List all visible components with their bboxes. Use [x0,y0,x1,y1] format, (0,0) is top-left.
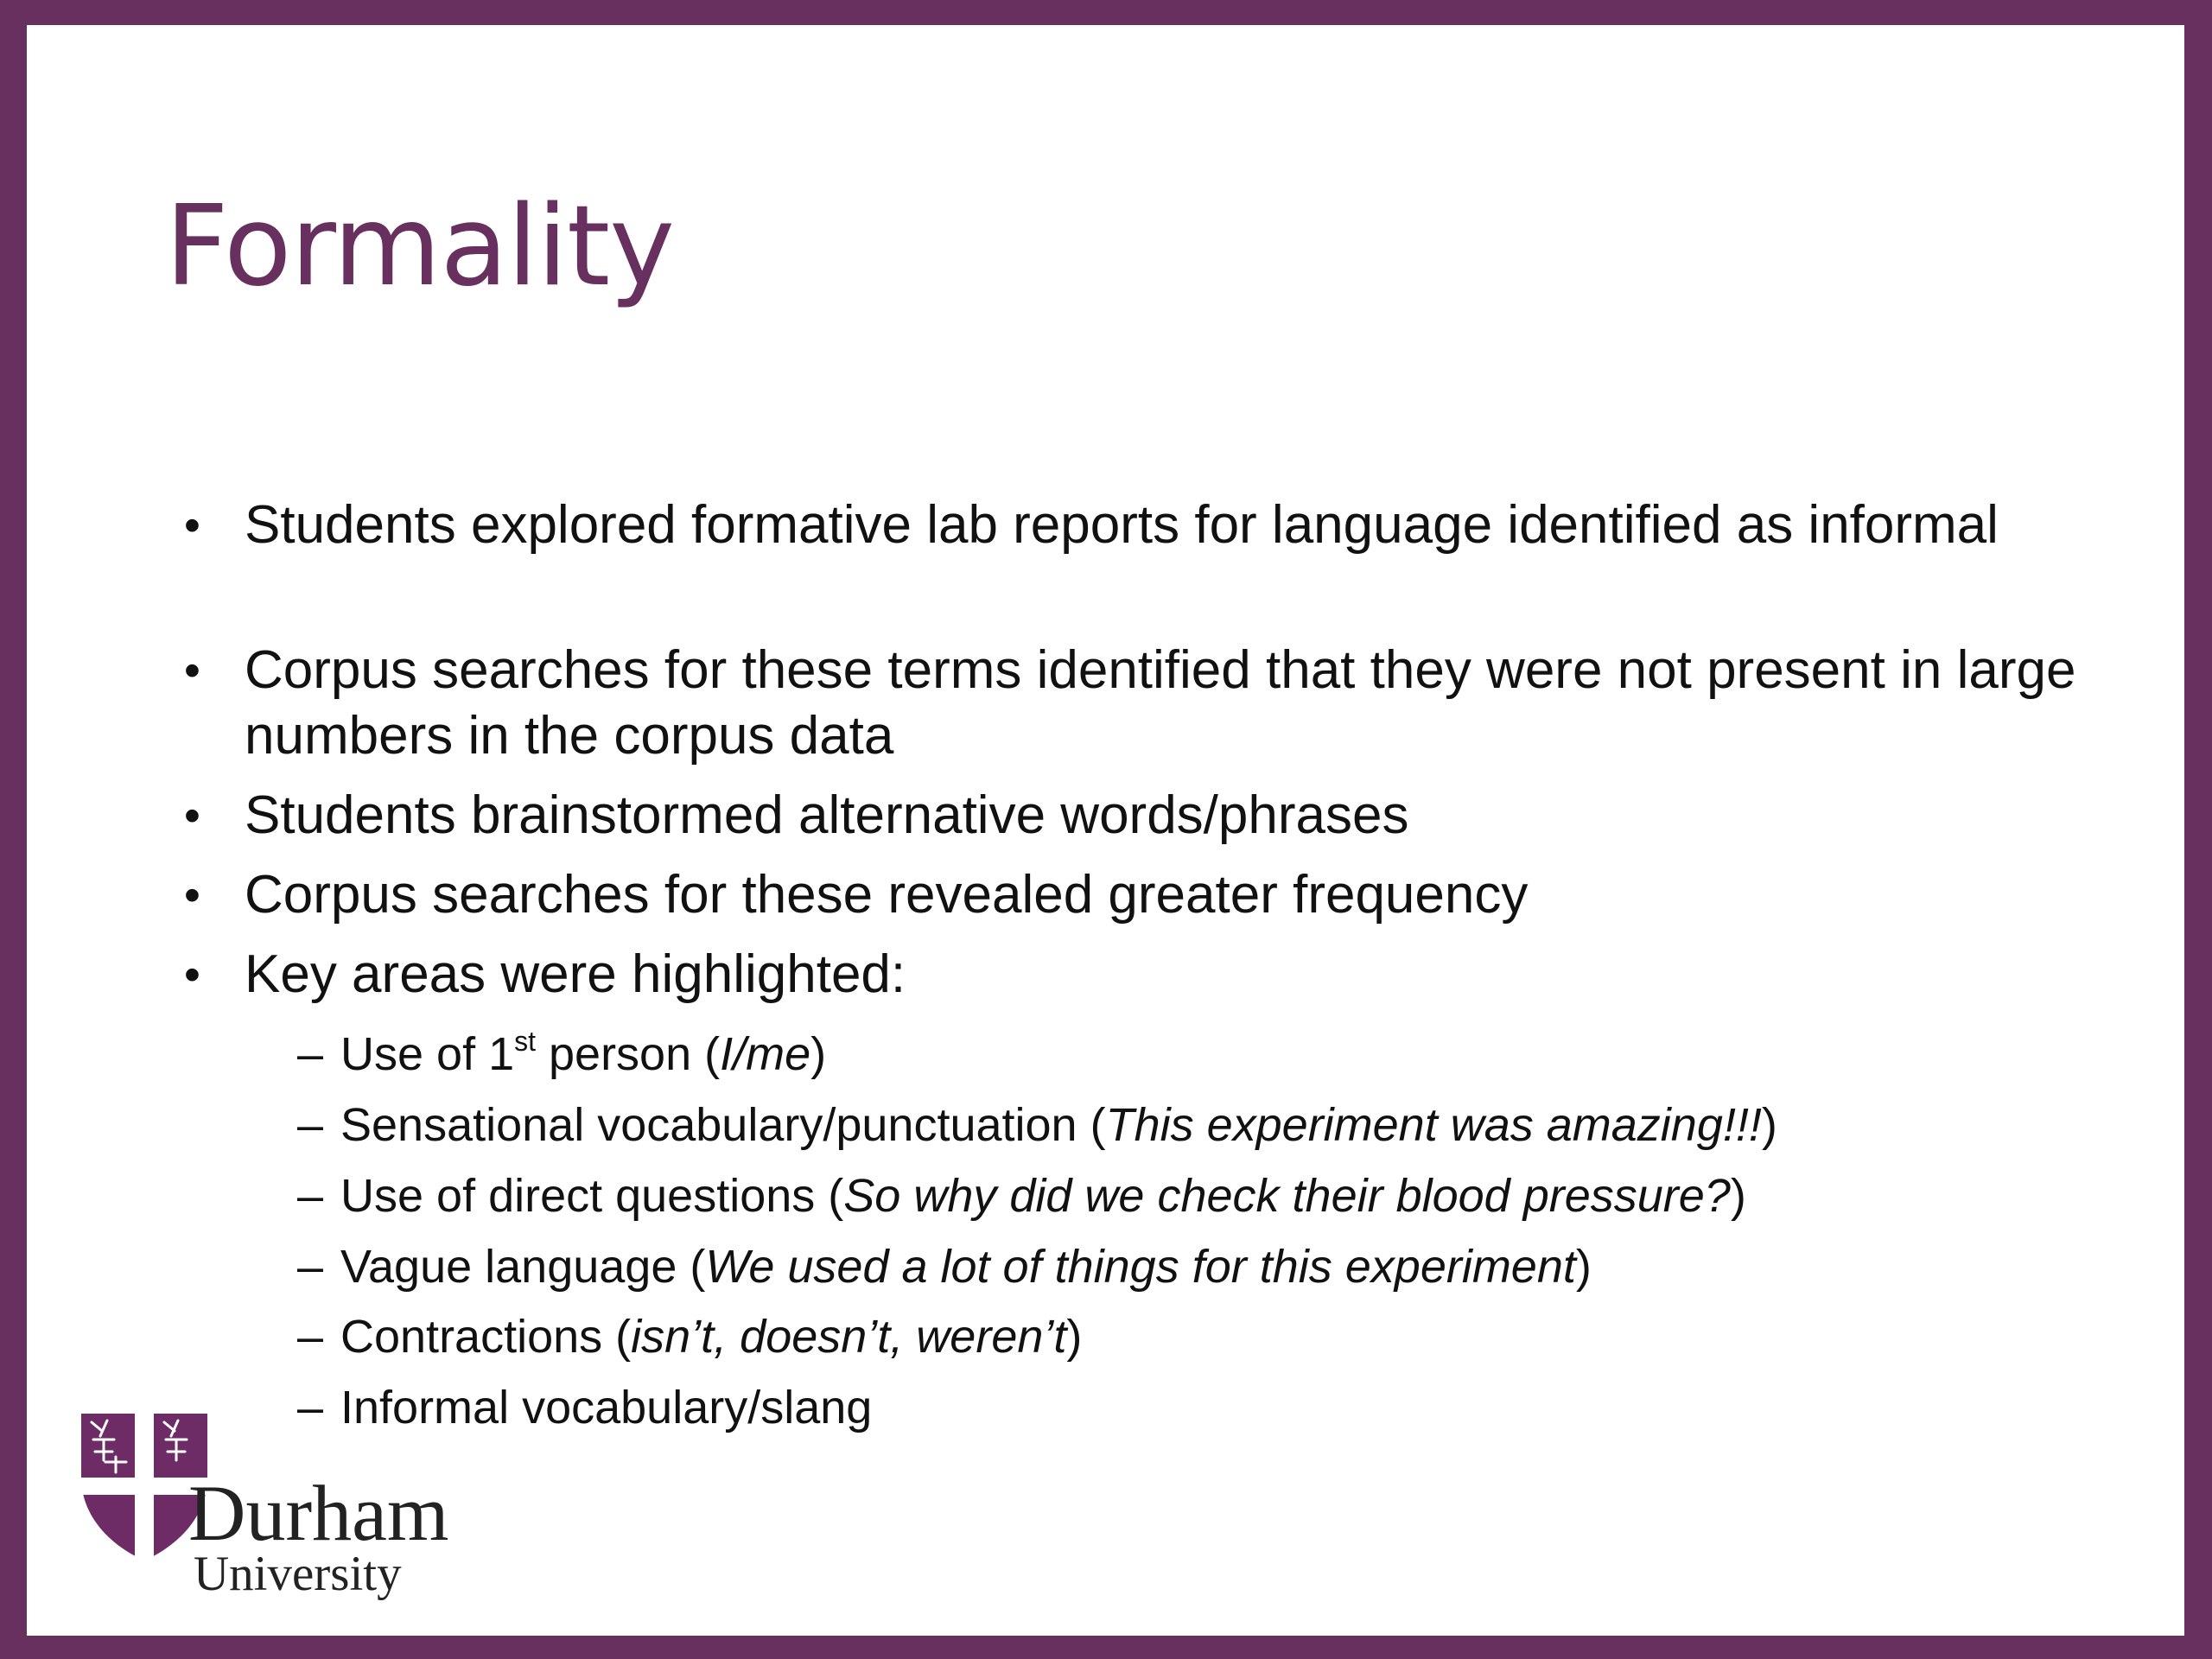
bullet-marker: • [184,645,200,696]
sub-marker: – [297,1170,324,1222]
sub-example: This experiment was amazing!!! [1105,1099,1762,1151]
bullet-text: Students brainstormed alternative words/phrases [245,785,1409,845]
logo-name: Durham [188,1469,449,1557]
sub-text: ) [1761,1099,1777,1151]
sub-example: We used a lot of things for this experiment [705,1241,1576,1293]
sub-text: Contractions ( [340,1311,632,1363]
sub-text: ) [810,1028,827,1080]
bullet-item [184,783,2076,849]
sub-marker: – [297,1241,324,1293]
sub-item [297,1097,2069,1153]
slide-title: Formality [165,182,674,311]
sub-text: Vague language ( [340,1241,706,1293]
bullet-item [184,942,2076,1007]
sub-marker: – [297,1311,324,1363]
sub-text: ) [1730,1170,1746,1222]
sub-text: person ( [536,1028,721,1080]
bullet-marker: • [184,869,200,921]
durham-university-logo [76,1408,525,1616]
sub-marker: – [297,1099,324,1151]
bullet-text: Key areas were highlighted: [245,944,906,1004]
bullet-marker: • [184,499,200,551]
sub-item [297,1026,2069,1082]
bullet-marker: • [184,949,200,1001]
sub-example: So why did we check their blood pressure? [843,1170,1731,1222]
bullet-item [184,862,2076,928]
sub-text: Informal vocabulary/slang [340,1382,873,1433]
sub-item [297,1309,2069,1364]
logo-subtitle: University [194,1547,402,1601]
bullet-item [184,638,2076,769]
sub-text: ) [1066,1311,1083,1363]
sub-example: I/me [720,1028,811,1080]
sub-superscript: st [514,1026,536,1057]
sub-text: ) [1575,1241,1592,1293]
sub-text: Sensational vocabulary/punctuation ( [340,1099,1106,1151]
sub-text: Use of direct questions ( [340,1170,844,1222]
sub-text: Use of 1 [340,1028,515,1080]
bullet-marker: • [184,790,200,842]
bullet-item [184,493,2076,558]
bullet-text: Corpus searches for these terms identified that they were not present in large numbers in the corpus data [245,640,2076,766]
bullet-text: Corpus searches for these revealed greater frequency [245,865,1529,925]
sub-item [297,1380,2069,1435]
sub-item [297,1239,2069,1294]
sub-item [297,1168,2069,1224]
sub-example: isn’t, doesn’t, weren’t [631,1311,1067,1363]
bullet-text: Students explored formative lab reports for language identified as informal [245,495,1999,555]
sub-marker: – [297,1028,324,1080]
sub-marker: – [297,1382,324,1433]
